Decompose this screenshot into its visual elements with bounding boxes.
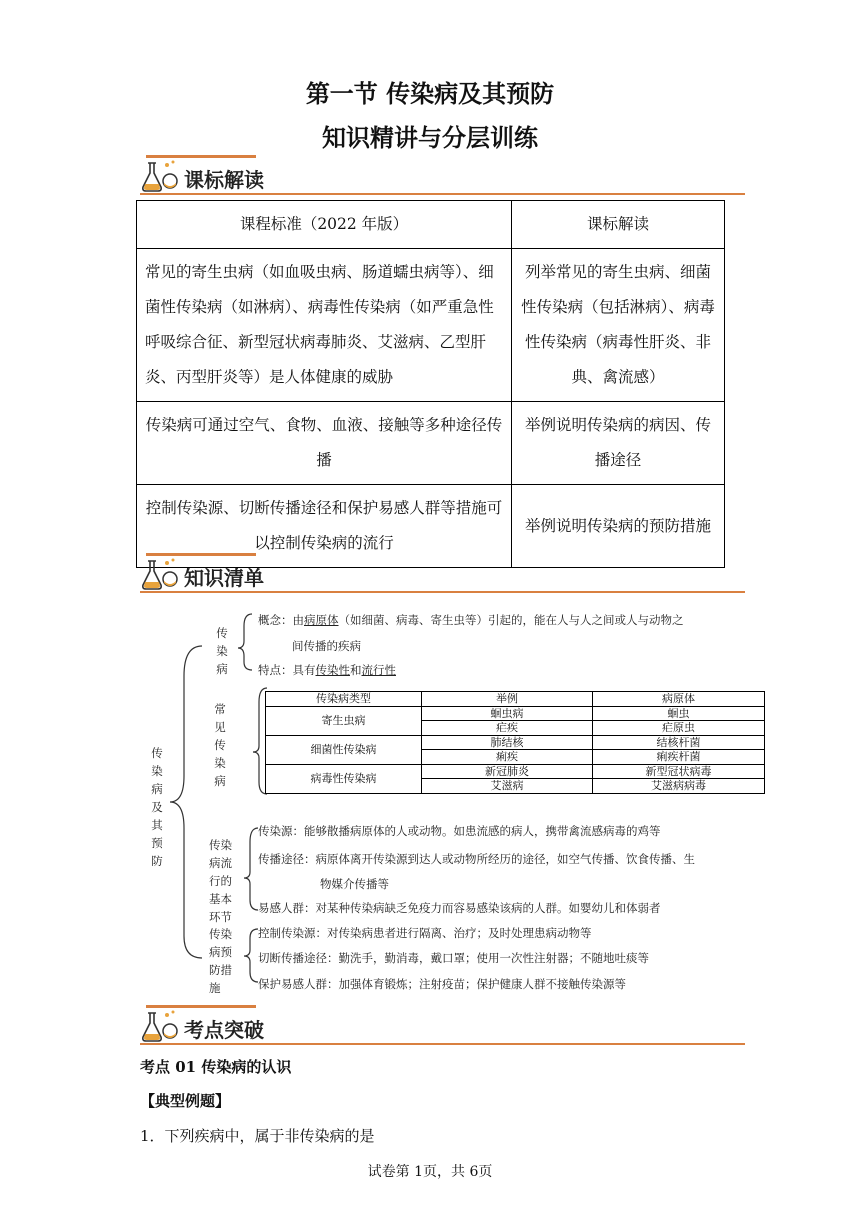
table-cell: 常见的寄生虫病（如血吸虫病、肠道蠕虫病等）、细菌性传染病（如淋病）、病毒性传染病（如严重急性呼吸综合征、新型冠状病毒肺炎、艾滋病、乙型肝炎、丙型肝炎等）是人体健康的威胁 — [137, 249, 512, 402]
branch-label-common: 常见传染病 — [214, 702, 226, 788]
standards-table — [136, 200, 725, 568]
table-cell: 新冠肺炎 — [422, 764, 593, 779]
protect-line: 保护易感人群：加强体育锻炼；注射疫苗；保护健康人群不接触传染源等 — [258, 977, 626, 991]
table-row — [266, 764, 765, 779]
table-cell: 疟疾 — [422, 721, 593, 736]
kaodian-heading: 考点 01 传染病的认识 — [140, 1058, 292, 1076]
table-cell: 肺结核 — [422, 735, 593, 750]
table-header: 病原体 — [593, 692, 765, 707]
table-cell: 痢疾杆菌 — [593, 750, 765, 765]
susceptible-line: 易感人群：对某种传染病缺乏免疫力而容易感染该病的人群。如婴幼儿和体弱者 — [258, 901, 661, 915]
section-header-knowledge — [140, 553, 745, 593]
table-cell: 列举常见的寄生虫病、细菌性传染病（包括淋病）、病毒性传染病（病毒性肝炎、非典、禽流感） — [512, 249, 725, 402]
control-source-line: 控制传染源：对传染病患者进行隔离、治疗；及时处理患病动物等 — [258, 926, 592, 940]
mindmap-root: 传染病及其预防 — [151, 746, 163, 868]
table-header: 课标解读 — [512, 201, 725, 249]
table-row — [266, 706, 765, 721]
concept-line-2: 间传播的疾病 — [292, 639, 361, 653]
table-header: 课程标准（2022 年版） — [137, 201, 512, 249]
table-cell: 痢疾 — [422, 750, 593, 765]
section-header-standards — [140, 155, 745, 195]
example-heading: 【典型例题】 — [140, 1092, 231, 1110]
flask-icon — [140, 159, 180, 193]
table-row — [266, 735, 765, 750]
table-cell: 病毒性传染病 — [266, 764, 422, 793]
branch-label-links: 传染病流行的基本环节 — [209, 838, 232, 924]
source-line: 传染源：能够散播病原体的人或动物。如患流感的病人，携带禽流感病毒的鸡等 — [258, 824, 661, 838]
branch-label-concept: 传染病 — [216, 626, 228, 676]
table-cell: 举例说明传染病的预防措施 — [512, 485, 725, 568]
table-cell: 传染病可通过空气、食物、血液、接触等多种途径传播 — [137, 402, 512, 485]
question-1: 1．下列疾病中，属于非传染病的是 — [140, 1127, 375, 1145]
table-cell: 举例说明传染病的病因、传播途径 — [512, 402, 725, 485]
page-title: 第一节 传染病及其预防 — [305, 80, 555, 108]
table-cell: 蛔虫病 — [422, 706, 593, 721]
route-line: 传播途径：病原体离开传染源到达人或动物所经历的途径，如空气传播、饮食传播、生 — [258, 852, 695, 866]
section-title: 考点突破 — [184, 1018, 264, 1042]
table-cell: 寄生虫病 — [266, 706, 422, 735]
section-title: 知识清单 — [184, 566, 264, 590]
table-cell: 结核杆菌 — [593, 735, 765, 750]
table-row — [137, 249, 725, 402]
table-cell: 控制传染源、切断传播途径和保护易感人群等措施可以控制传染病的流行 — [137, 485, 512, 568]
table-cell: 细菌性传染病 — [266, 735, 422, 764]
cut-route-line: 切断传播途径：勤洗手，勤消毒，戴口罩；使用一次性注射器；不随地吐痰等 — [258, 951, 649, 965]
concept-line: 概念：由病原体（如细菌、病毒、寄生虫等）引起的，能在人与人之间或人与动物之 — [258, 613, 684, 627]
table-cell: 蛔虫 — [593, 706, 765, 721]
table-header: 举例 — [422, 692, 593, 707]
table-cell: 疟原虫 — [593, 721, 765, 736]
disease-table — [265, 691, 765, 794]
table-header: 传染病类型 — [266, 692, 422, 707]
table-row — [137, 402, 725, 485]
route-line-2: 物媒介传播等 — [320, 877, 389, 891]
table-cell: 艾滋病 — [422, 779, 593, 794]
feature-line: 特点：具有传染性和流行性 — [258, 663, 396, 677]
branch-label-prevention: 传染病预防措施 — [209, 927, 232, 995]
table-cell: 新型冠状病毒 — [593, 764, 765, 779]
section-title: 课标解读 — [184, 168, 264, 192]
section-header-kaodian — [140, 1005, 745, 1045]
page-footer: 试卷第 1页，共 6页 — [367, 1164, 493, 1180]
table-cell: 艾滋病病毒 — [593, 779, 765, 794]
page-subtitle: 知识精讲与分层训练 — [322, 124, 538, 152]
flask-icon — [140, 557, 180, 591]
flask-icon — [140, 1009, 180, 1043]
